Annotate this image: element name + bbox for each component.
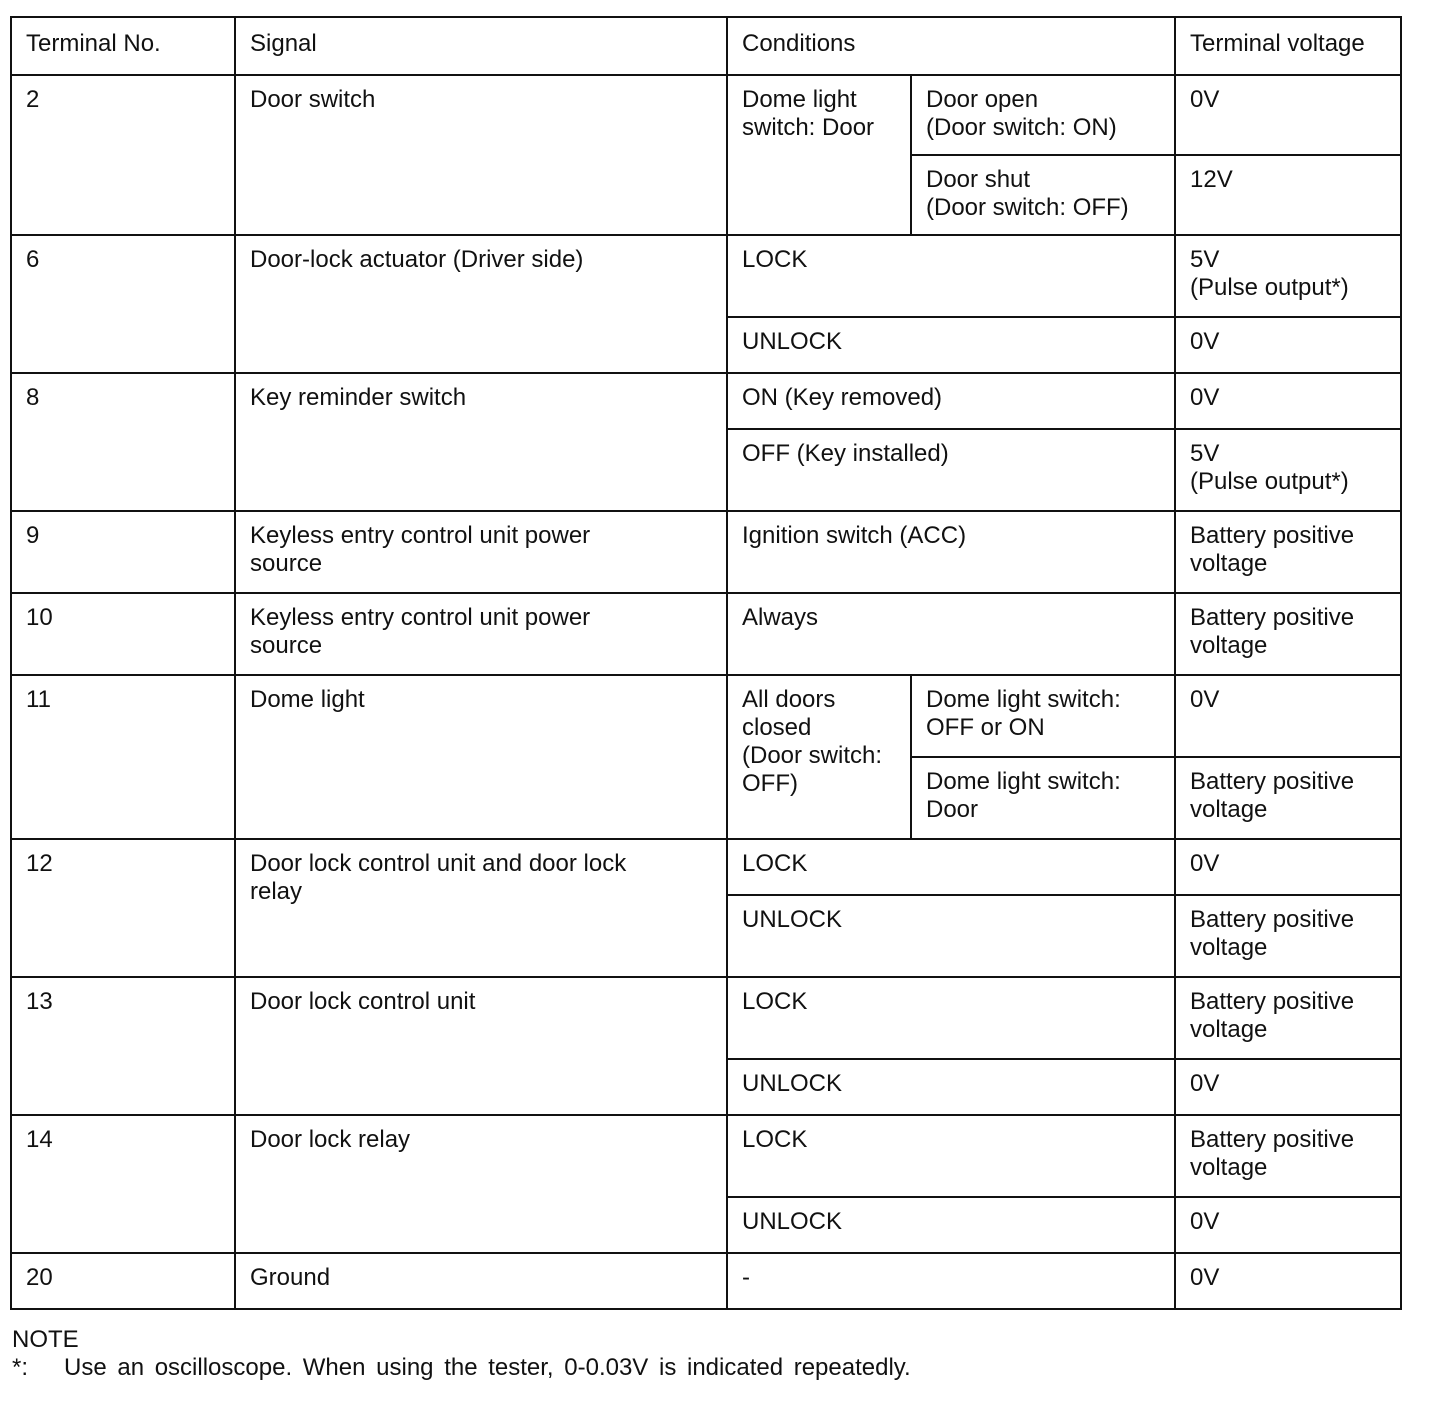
terminal-voltage-table xyxy=(10,16,1402,1310)
voltage-cell: 5V (Pulse output*) xyxy=(1175,235,1401,317)
condition-cell: Ignition switch (ACC) xyxy=(727,511,1175,593)
voltage-cell: 12V xyxy=(1175,155,1401,235)
condition-cell: UNLOCK xyxy=(727,317,1175,373)
voltage-cell: Battery positive voltage xyxy=(1175,895,1401,977)
terminal-cell: 8 xyxy=(11,373,235,511)
table-row xyxy=(11,511,1401,593)
condition-cell: LOCK xyxy=(727,1115,1175,1197)
header-signal: Signal xyxy=(235,17,727,75)
signal-cell: Door switch xyxy=(235,75,727,235)
signal-cell: Door lock control unit and door lock relay xyxy=(235,839,727,977)
signal-cell: Key reminder switch xyxy=(235,373,727,511)
table-header-row xyxy=(11,17,1401,75)
table-row xyxy=(11,977,1401,1059)
table-row xyxy=(11,235,1401,317)
header-terminal-voltage: Terminal voltage xyxy=(1175,17,1401,75)
voltage-cell: Battery positive voltage xyxy=(1175,511,1401,593)
voltage-cell: 5V (Pulse output*) xyxy=(1175,429,1401,511)
condition-cell: LOCK xyxy=(727,235,1175,317)
signal-cell: Door lock control unit xyxy=(235,977,727,1115)
signal-cell: Keyless entry control unit power source xyxy=(235,511,727,593)
condition-cell: Dome light switch: OFF or ON xyxy=(911,675,1175,757)
terminal-cell: 10 xyxy=(11,593,235,675)
condition-cell: Door shut (Door switch: OFF) xyxy=(911,155,1175,235)
condition-group-cell: Dome light switch: Door xyxy=(727,75,911,235)
condition-cell: UNLOCK xyxy=(727,1197,1175,1253)
signal-cell: Door lock relay xyxy=(235,1115,727,1253)
condition-cell: UNLOCK xyxy=(727,1059,1175,1115)
note-title: NOTE xyxy=(12,1326,79,1353)
condition-group-cell: All doors closed (Door switch: OFF) xyxy=(727,675,911,839)
voltage-cell: Battery positive voltage xyxy=(1175,977,1401,1059)
condition-cell: - xyxy=(727,1253,1175,1309)
header-terminal-no: Terminal No. xyxy=(11,17,235,75)
signal-cell: Door-lock actuator (Driver side) xyxy=(235,235,727,373)
condition-cell: UNLOCK xyxy=(727,895,1175,977)
note-text: Use an oscilloscope. When using the tester, 0-0.03V is indicated repeatedly. xyxy=(64,1354,911,1381)
condition-cell: LOCK xyxy=(727,839,1175,895)
voltage-cell: 0V xyxy=(1175,1253,1401,1309)
condition-cell: Dome light switch: Door xyxy=(911,757,1175,839)
condition-cell: Door open (Door switch: ON) xyxy=(911,75,1175,155)
voltage-cell: 0V xyxy=(1175,1059,1401,1115)
note-asterisk: *: xyxy=(12,1354,29,1381)
terminal-cell: 2 xyxy=(11,75,235,235)
terminal-cell: 20 xyxy=(11,1253,235,1309)
condition-cell: OFF (Key installed) xyxy=(727,429,1175,511)
voltage-cell: 0V xyxy=(1175,317,1401,373)
terminal-cell: 11 xyxy=(11,675,235,839)
condition-cell: ON (Key removed) xyxy=(727,373,1175,429)
terminal-cell: 14 xyxy=(11,1115,235,1253)
condition-cell: LOCK xyxy=(727,977,1175,1059)
signal-cell: Ground xyxy=(235,1253,727,1309)
header-conditions: Conditions xyxy=(727,17,1175,75)
terminal-cell: 6 xyxy=(11,235,235,373)
signal-cell: Keyless entry control unit power source xyxy=(235,593,727,675)
table-row xyxy=(11,675,1401,757)
signal-cell: Dome light xyxy=(235,675,727,839)
terminal-cell: 9 xyxy=(11,511,235,593)
condition-cell: Always xyxy=(727,593,1175,675)
voltage-cell: 0V xyxy=(1175,373,1401,429)
table-row xyxy=(11,75,1401,155)
terminal-cell: 12 xyxy=(11,839,235,977)
voltage-cell: 0V xyxy=(1175,75,1401,155)
table-row xyxy=(11,839,1401,895)
note-block xyxy=(12,1326,1392,1382)
table-row xyxy=(11,593,1401,675)
terminal-cell: 13 xyxy=(11,977,235,1115)
voltage-cell: Battery positive voltage xyxy=(1175,593,1401,675)
table-row xyxy=(11,1253,1401,1309)
voltage-cell: 0V xyxy=(1175,1197,1401,1253)
voltage-cell: 0V xyxy=(1175,839,1401,895)
table-row xyxy=(11,373,1401,429)
table-row xyxy=(11,1115,1401,1197)
voltage-cell: Battery positive voltage xyxy=(1175,1115,1401,1197)
voltage-cell: Battery positive voltage xyxy=(1175,757,1401,839)
note-line xyxy=(12,1354,1392,1382)
voltage-cell: 0V xyxy=(1175,675,1401,757)
